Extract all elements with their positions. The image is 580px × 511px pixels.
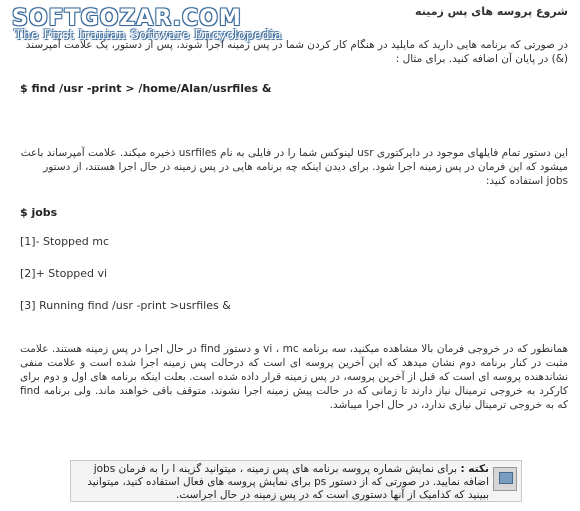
usrfiles-paragraph: این دستور تمام فایلهای موجود در دایرکتوری usr لینوکس شما را در فایلی به نام usrfiles ذخیره میکند. علامت آمپرساند باعث میشود که این فرمان در پس زمینه اجرا شود. برای دیدن اینکه چه برنامه هایی در پس زمینه در حال اجرا هستند، از دستور jobs استفاده کنید: — [20, 147, 568, 187]
note-body: برای نمایش شماره پروسه برنامه های پس زمینه ، میتوانید گزینه l را به فرمان jobs اضافه نمایید. در صورتی که از دستور ps برای نمایش پروسه های فعال استفاده کنید، میتوانید ببینید که کدامیک از آنها دستوری است که در پس زمینه در حال اجراست. — [87, 463, 489, 501]
note-text — [77, 463, 489, 502]
watermark-tagline: The First Iranian Software Encyclopedia — [14, 28, 282, 43]
command-jobs: $ jobs — [20, 206, 58, 219]
explanation-paragraph: همانطور که در خروجی فرمان بالا مشاهده میکنید، سه برنامه vi ، mc و دستور find در حال اجرا در پس زمینه هستند. علامت مثبت در کنار برنامه دوم نشان میدهد که این آخرین پروسه ای است که درحالت پس زمینه اجرا شده است و علامت منفی نشاندهنده پروسه ای است که قبل از آخرین پروسه، در پس زمینه قرار داده شده است. بعلت اینکه برنامه های اول و دوم برای کارکرد به خروجی ترمینال نیاز دارند تا زمانی که در حالت پیش زمینه اجرا نشوند، متوقف باقی خواهند ماند. ولی برنامه find که به خروجی ترمینال نیازی ندارد، در حال اجرا میباشد. — [20, 343, 569, 411]
intro-paragraph: در صورتی که برنامه هایی دارید که مایلید در هنگام کار کردن شما در پس زمینه اجرا شوند، پس از دستور، یک علامت آمپرسند (&) در پایان آن اضافه کنید. برای مثال : — [25, 39, 568, 65]
command-find: $ find /usr -print > /home/Alan/usrfiles & — [20, 82, 272, 95]
jobs-output-line-2: [2]+ Stopped vi — [20, 267, 108, 280]
jobs-output-line-1: [1]- Stopped mc — [20, 235, 110, 248]
note-box — [70, 460, 522, 502]
note-label: نکته : — [460, 463, 489, 475]
note-icon — [493, 467, 517, 491]
watermark-logo: SOFTGOZAR.COM — [12, 6, 242, 31]
jobs-output-line-3: [3] Running find /usr -print >usrfiles & — [20, 299, 231, 312]
section-heading: شروع پروسه های پس زمینه — [415, 5, 568, 18]
